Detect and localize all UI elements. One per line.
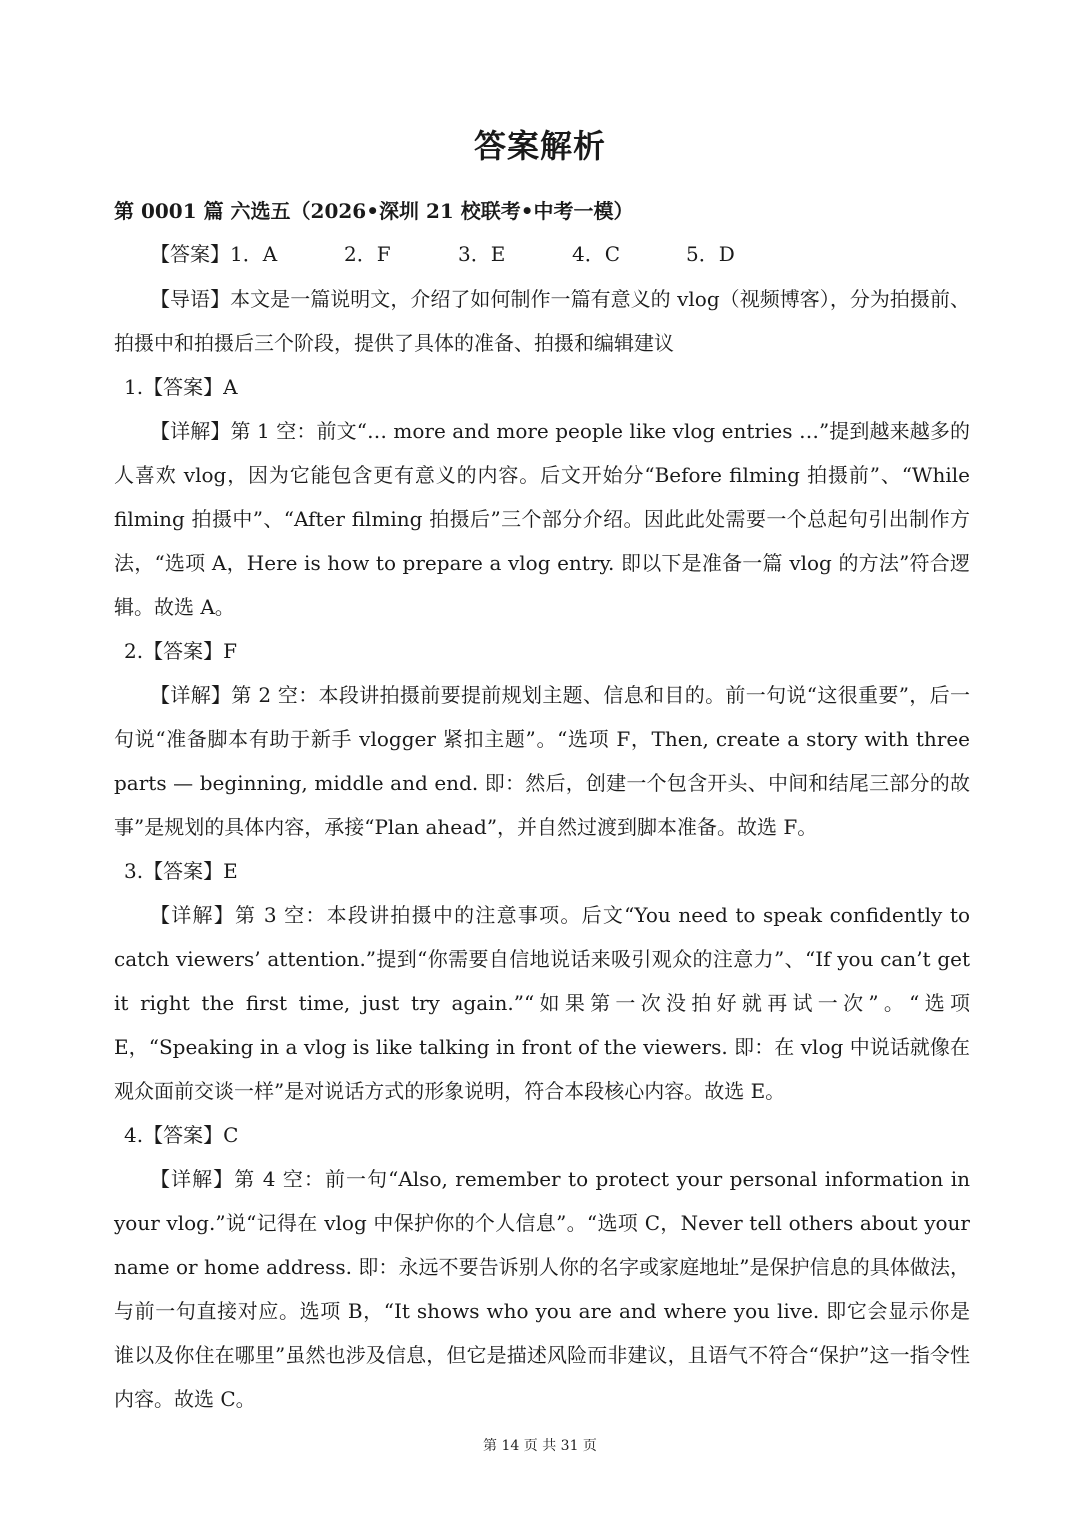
section-heading: 第 0001 篇 六选五（2026•深圳 21 校联考•中考一模） (114, 199, 634, 223)
question-2-answer: 2.【答案】F (124, 639, 237, 663)
explanation-body (114, 277, 970, 1421)
answer-item: 3．E (458, 242, 506, 266)
page-title: 答案解析 (473, 127, 606, 165)
question-1-answer: 1.【答案】A (124, 375, 238, 399)
answer-item: 4．C (572, 242, 621, 266)
answer-key-row (150, 234, 735, 274)
question-3-detail: 【详解】第 3 空：本段讲拍摄中的注意事项。后文“You need to speak confidently to catch viewers’ attention.”提到“你需要自信地说话来吸引观众的注意力”、“If you can’t get it right the first time, just try again.”“如果第一次没拍好就再试一次”。“选项 E，“Speaking in a vlog is like talking in front of the viewers. 即：在 vlog 中说话就像在观众面前交谈一样”是对说话方式的形象说明，符合本段核心内容。故选 E。 (114, 903, 970, 1103)
answer-key-label: 【答案】 (150, 242, 230, 266)
answer-item: 2．F (344, 242, 391, 266)
answer-item: 1．A (230, 242, 278, 266)
answer-item: 5．D (686, 242, 735, 266)
question-3-answer: 3.【答案】E (124, 859, 238, 883)
question-2-detail: 【详解】第 2 空：本段讲拍摄前要提前规划主题、信息和目的。前一句说“这很重要”，后一句说“准备脚本有助于新手 vlogger 紧扣主题”。“选项 F，Then, create a story with three parts — beginning, middle and end. 即：然后，创建一个包含开头、中间和结尾三部分的故事”是规划的具体内容，承接“Plan ahead”，并自然过渡到脚本准备。故选 F。 (114, 683, 970, 839)
question-4-detail: 【详解】第 4 空：前一句“Also, remember to protect your personal information in your vlog.”说“记得在 vlog 中保护你的个人信息”。“选项 C，Never tell others about your name or home address. 即：永远不要告诉别人你的名字或家庭地址”是保护信息的具体做法，与前一句直接对应。选项 B，“It shows who you are and where you live. 即它会显示你是谁以及你住在哪里”虽然也涉及信息，但它是描述风险而非建议，且语气不符合“保护”这一指令性内容。故选 C。 (114, 1167, 970, 1411)
question-1-detail: 【详解】第 1 空：前文“… more and more people like vlog entries …”提到越来越多的人喜欢 vlog，因为它能包含更有意义的内容。后文开始分“Before filming 拍摄前”、“While filming 拍摄中”、“After filming 拍摄后”三个部分介绍。因此此处需要一个总起句引出制作方法，“选项 A，Here is how to prepare a vlog entry. 即以下是准备一篇 vlog 的方法”符合逻辑。故选 A。 (114, 419, 970, 619)
intro-paragraph: 【导语】本文是一篇说明文，介绍了如何制作一篇有意义的 vlog（视频博客），分为拍摄前、拍摄中和拍摄后三个阶段，提供了具体的准备、拍摄和编辑建议 (114, 287, 970, 355)
question-4-answer: 4.【答案】C (124, 1123, 239, 1147)
page-footer: 第 14 页 共 31 页 (483, 1438, 597, 1454)
